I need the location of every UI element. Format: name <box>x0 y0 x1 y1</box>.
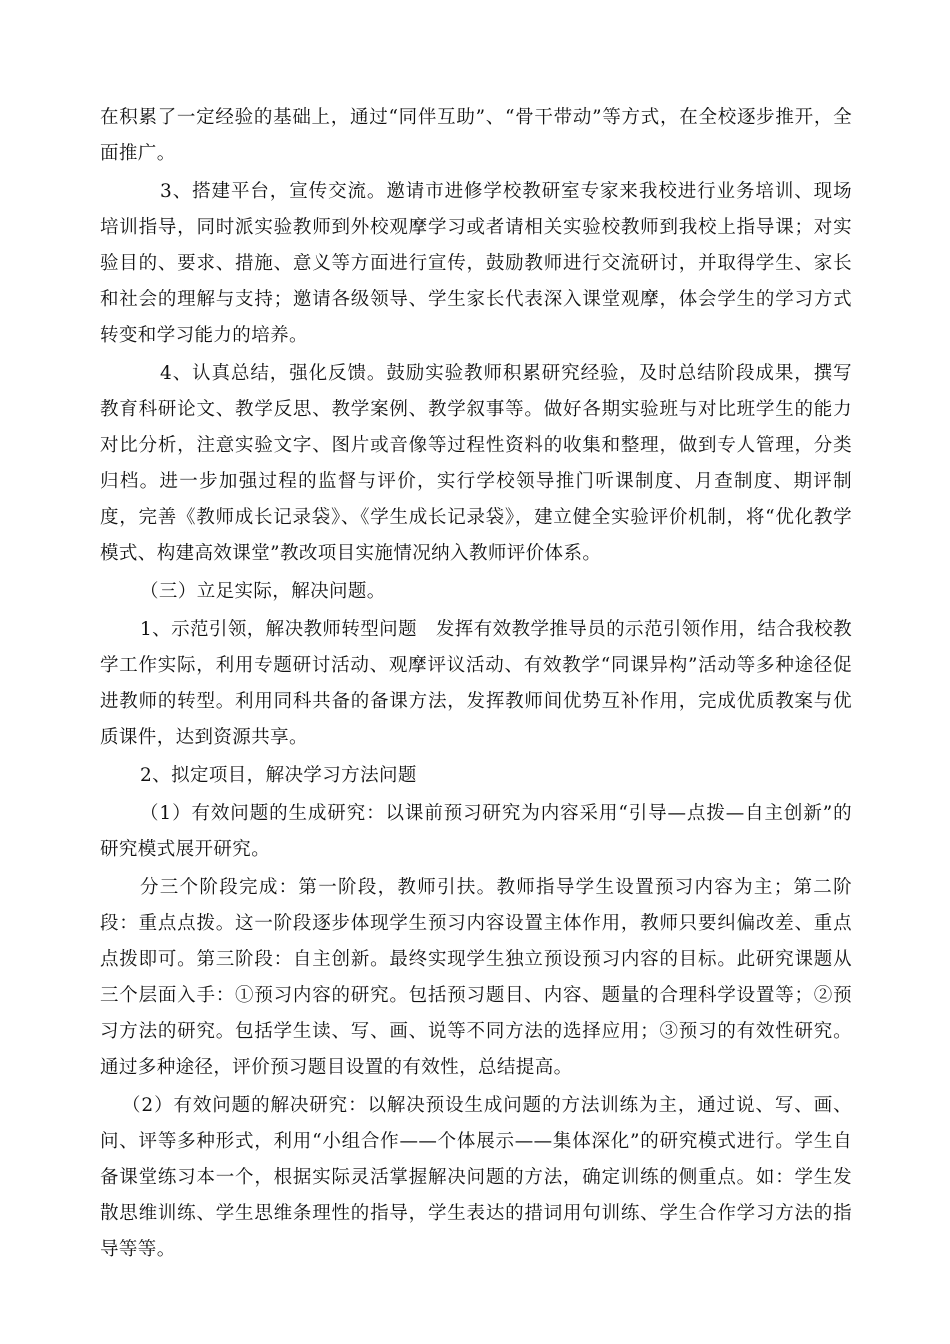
paragraph-item-4: 4、认真总结，强化反馈。鼓励实验教师积累研究经验，及时总结阶段成果，撰写教育科研论文、教学反思、教学案例、教学叙事等。做好各期实验班与对比班学生的能力对比分析，注意实验文字、图片或音像等过程性资料的收集和整理，做到专人管理，分类归档。进一步加强过程的监督与评价，实行学校领导推门听课制度、月查制度、期评制度，完善《教师成长记录袋》、《学生成长记录袋》，建立健全实验评价机制，将“优化教学模式、构建高效课堂”教改项目实施情况纳入教师评价体系。 <box>100 363 852 564</box>
paragraph-sub-1: 1、示范引领，解决教师转型问题 发挥有效教学推导员的示范引领作用，结合我校教学工作实际，利用专题研讨活动、观摩评议活动、有效教学“同课异构”活动等多种途径促进教师的转型。利用同科共备的备课方法，发挥教师间优势互补作用，完成优质教案与优质课件，达到资源共享。 <box>100 619 852 748</box>
paragraph-stages: 分三个阶段完成：第一阶段，教师引扶。教师指导学生设置预习内容为主；第二阶段：重点点拨。这一阶段逐步体现学生预习内容设置主体作用，教师只要纠偏改差、重点点拨即可。第三阶段：自主创新。最终实现学生独立预设预习内容的目标。此研究课题从三个层面入手：①预习内容的研究。包括预习题目、内容、题量的合理科学设置等；②预习方法的研究。包括学生读、写、画、说等不同方法的选择应用；③预习的有效性研究。通过多种途径，评价预习题目设置的有效性，总结提高。 <box>100 877 852 1078</box>
paragraph-sub-2-2: （2）有效问题的解决研究：以解决预设生成问题的方法训练为主，通过说、写、画、问、评等多种形式，利用“小组合作——个体展示——集体深化”的研究模式进行。学生自备课堂练习本一个，根据实际灵活掌握解决问题的方法，确定训练的侧重点。如：学生发散思维训练、学生思维条理性的指导，学生表达的措词用句训练、学生合作学习方法的指导等等。 <box>100 1095 852 1260</box>
paragraph-item-3: 3、搭建平台，宣传交流。邀请市进修学校教研室专家来我校进行业务培训、现场培训指导，同时派实验教师到外校观摩学习或者请相关实验校教师到我校上指导课；对实验目的、要求、措施、意义等方面进行宣传，鼓励教师进行交流研讨，并取得学生、家长和社会的理解与支持；邀请各级领导、学生家长代表深入课堂观摩，体会学生的学习方式转变和学习能力的培养。 <box>100 181 852 346</box>
paragraph-sub-2: 2、拟定项目，解决学习方法问题 <box>140 765 417 786</box>
document-body <box>100 100 852 1268</box>
paragraph-continuation: 在积累了一定经验的基础上，通过“同伴互助”、“骨干带动”等方式，在全校逐步推开，全面推广。 <box>100 107 852 164</box>
section-heading-3: （三）立足实际，解决问题。 <box>140 581 386 602</box>
paragraph-sub-2-1: （1）有效问题的生成研究：以课前预习研究为内容采用“引导—点拨—自主创新”的研究模式展开研究。 <box>100 803 852 860</box>
